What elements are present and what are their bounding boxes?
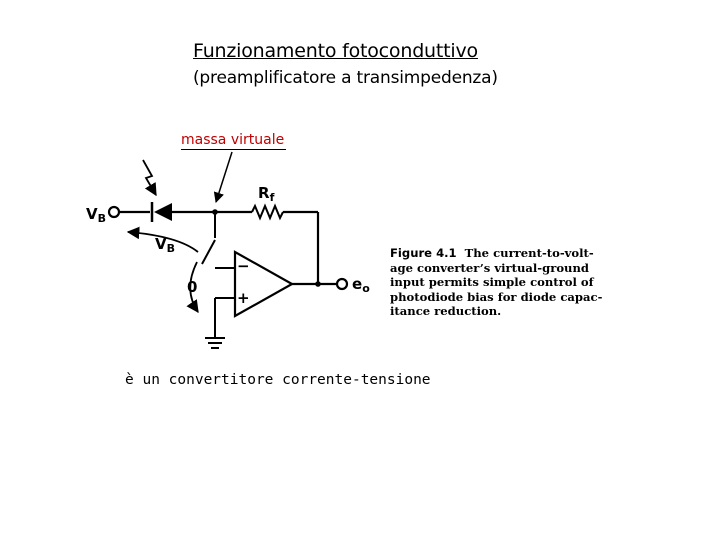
output-label: $e_o$ — [352, 275, 370, 295]
virtual-ground-label: massa virtuale — [181, 132, 285, 148]
output-junction — [315, 281, 321, 287]
opamp-plus-sign: + — [237, 289, 250, 307]
light-arrow-icon — [143, 160, 156, 195]
figure-number: Figure 4.1 — [390, 246, 457, 260]
figure-caption-line-5: itance reduction. — [390, 304, 502, 318]
virtual-ground-pointer — [216, 152, 232, 202]
bias-switch — [202, 240, 215, 264]
page-title: Funzionamento fotoconduttivo — [193, 40, 478, 62]
output-terminal — [337, 279, 347, 289]
resistor-label: $R_f$ — [258, 184, 275, 204]
vb-terminal-label: $V_B$ — [86, 205, 106, 225]
ground-icon — [205, 338, 225, 348]
opamp-minus-sign: − — [237, 257, 250, 275]
vb-terminal — [109, 207, 119, 217]
body-caption: è un convertitore corrente-tensione — [125, 372, 431, 388]
figure-caption-line-1: Figure 4.1 The current-to-volt- — [390, 246, 594, 260]
feedback-resistor — [252, 206, 283, 218]
page-subtitle: (preamplificatore a transimpedenza) — [193, 68, 498, 88]
figure-caption-line-3: input permits simple control of — [390, 275, 594, 289]
zero-switch-label: 0 — [187, 278, 198, 296]
figure-caption-line-4: photodiode bias for diode capac- — [390, 289, 603, 304]
figure-caption-line-2: age converter’s virtual-ground — [390, 260, 590, 275]
figure-caption — [390, 246, 602, 319]
photodiode — [152, 202, 215, 222]
vb-switch-label: $V_B$ — [155, 235, 175, 255]
